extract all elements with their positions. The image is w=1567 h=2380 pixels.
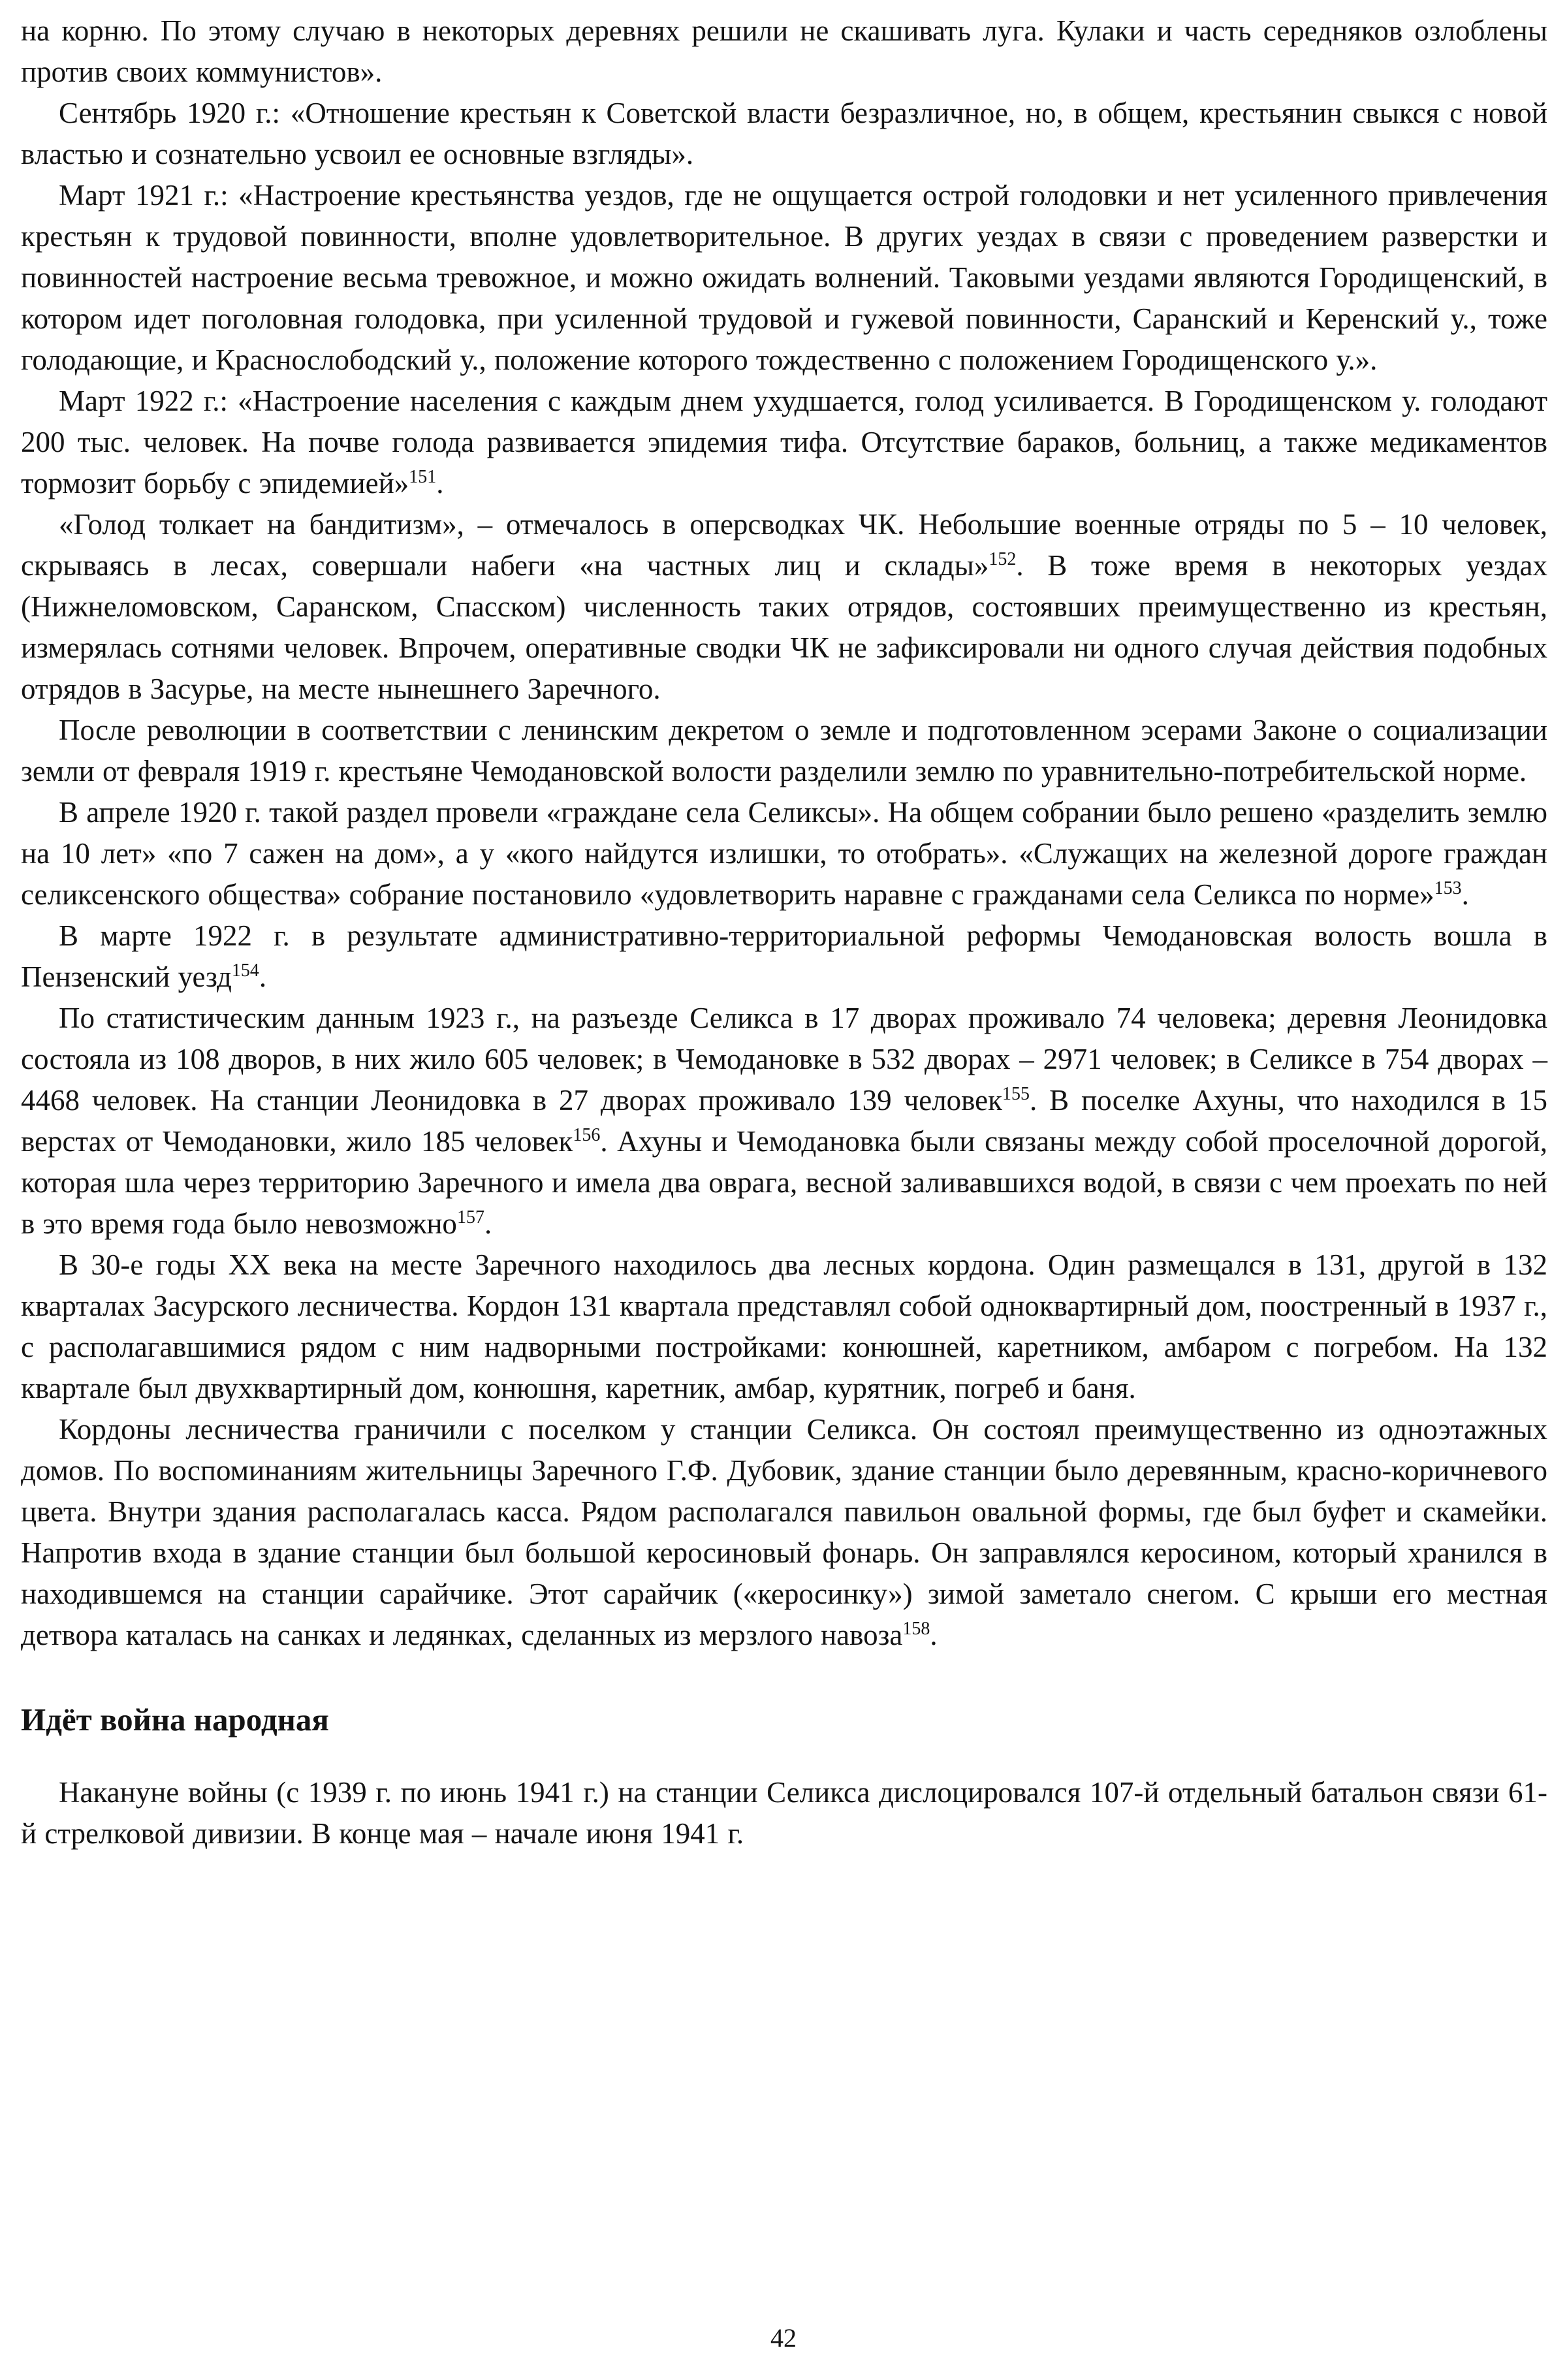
paragraph: «Голод толкает на бандитизм», – отмечалось в оперсводках ЧК. Небольшие военные отряды по 5 – 10 человек, скрываясь в лесах, совершали набеги «на частных лиц и склады»$^{152}$. В тоже время в некоторых уездах (Нижнеломовском, Саранском, Спасском) численность таких отрядов, состоявших преимущественно из крестьян, измерялась сотнями человек. Впрочем, оперативные сводки ЧК не зафиксировали ни одного случая действия подобных отрядов в Засурье, на месте нынешнего Заречного. xyxy=(21,508,1547,705)
paragraph: В апреле 1920 г. такой раздел провели «граждане села Селиксы». На общем собрании было решено «разделить землю на 10 лет» «по 7 сажен на дом», а у «кого найдутся излишки, то отобрать». «Служащих на железной дороге граждан селиксенского общества» собрание постановило «удовлетворить наравне с гражданами села Селикса по норме»$^{153}$. xyxy=(21,796,1547,911)
footnote-ref: 151 xyxy=(409,467,437,487)
footnote-ref: 157 xyxy=(456,1207,484,1228)
paragraph: Март 1922 г.: «Настроение населения с каждым днем ухудшается, голод усиливается. В Городищенском у. голодают 200 тыс. человек. На почве голода развивается эпидемия тифа. Отсутствие бараков, больниц, а также медикаментов тормозит борьбу с эпидемией»$^{151}$. xyxy=(21,385,1547,500)
footnote-ref: 153 xyxy=(1434,878,1462,898)
footnote-ref: 154 xyxy=(231,960,259,981)
paragraph: Сентябрь 1920 г.: «Отношение крестьян к Советской власти безразличное, но, в общем, крестьянин свыкся с новой властью и сознательно усвоил ее основные взгляды». xyxy=(21,97,1547,170)
text-block xyxy=(21,10,1547,1854)
paragraph: Накануне войны (с 1939 г. по июнь 1941 г.) на станции Селикса дислоцировался 107-й отдельный батальон связи 61-й стрелковой дивизии. В конце мая – начале июня 1941 г. xyxy=(21,1776,1547,1850)
section-heading: Идёт война народная xyxy=(21,1702,329,1737)
footnote-ref: 152 xyxy=(989,549,1017,569)
paragraph: После революции в соответствии с ленинским декретом о земле и подготовленном эсерами Законе о социализации земли от февраля 1919 г. крестьяне Чемодановской волости разделили землю по уравнительно-потребительской норме. xyxy=(21,714,1547,787)
footnote-ref: 158 xyxy=(902,1619,930,1639)
paragraph: на корню. По этому случаю в некоторых деревнях решили не скашивать луга. Кулаки и часть середняков озлоблены против своих коммунистов». xyxy=(21,14,1547,88)
paragraph: По статистическим данным 1923 г., на разъезде Селикса в 17 дворах проживало 74 человека; деревня Леонидовка состояла из 108 дворов, в них жило 605 человек; в Чемодановке в 532 дворах – 2971 человек; в Селиксе в 754 дворах – 4468 человек. На станции Леонидовка в 27 дворах проживало 139 человек$^{155}$. В поселке Ахуны, что находился в 15 верстах от Чемодановки, жило 185 человек$^{156}$. Ахуны и Чемодановка были связаны между собой проселочной дорогой, которая шла через территорию Заречного и имела два оврага, весной заливавшихся водой, в связи с чем проехать по ней в это время года было невозможно$^{157}$. xyxy=(21,1002,1547,1240)
footnote-ref: 156 xyxy=(573,1125,601,1145)
paragraph: Кордоны лесничества граничили с поселком у станции Селикса. Он состоял преимущественно из одноэтажных домов. По воспоминаниям жительницы Заречного Г.Ф. Дубовик, здание станции было деревянным, красно-коричневого цвета. Внутри здания располагалась касса. Рядом располагался павильон овальной формы, где был буфет и скамейки. Напротив входа в здание станции был большой керосиновый фонарь. Он заправлялся керосином, который хранился в находившемся на станции сарайчике. Этот сарайчик («керосинку») зимой заметало снегом. С крыши его местная детвора каталась на санках и ледянках, сделанных из мерзлого навоза$^{158}$. xyxy=(21,1413,1547,1651)
footnote-ref: 155 xyxy=(1002,1084,1030,1104)
paragraph: В марте 1922 г. в результате административно-территориальной реформы Чемодановская волость вошла в Пензенский уезд$^{154}$. xyxy=(21,919,1547,993)
page-number: 42 xyxy=(770,2323,797,2353)
paragraph: В 30-е годы XX века на месте Заречного находилось два лесных кордона. Один размещался в 131, другой в 132 кварталах Засурского лесничества. Кордон 131 квартала представлял собой одноквартирный дом, поостренный в 1937 г., с располагавшимися рядом с ним надворными постройками: конюшней, каретником, амбаром с погребом. На 132 квартале был двухквартирный дом, конюшня, каретник, амбар, курятник, погреб и баня. xyxy=(21,1248,1547,1404)
paragraph: Март 1921 г.: «Настроение крестьянства уездов, где не ощущается острой голодовки и нет усиленного привлечения крестьян к трудовой повинности, вполне удовлетворительное. В других уездах в связи с проведением разверстки и повинностей настроение весьма тревожное, и можно ожидать волнений. Таковыми уездами являются Городищенский, в котором идет поголовная голодовка, при усиленной трудовой и гужевой повинности, Саранский и Керенский у., тоже голодающие, и Краснослободский у., положение которого тождественно с положением Городищенского у.». xyxy=(21,179,1547,376)
